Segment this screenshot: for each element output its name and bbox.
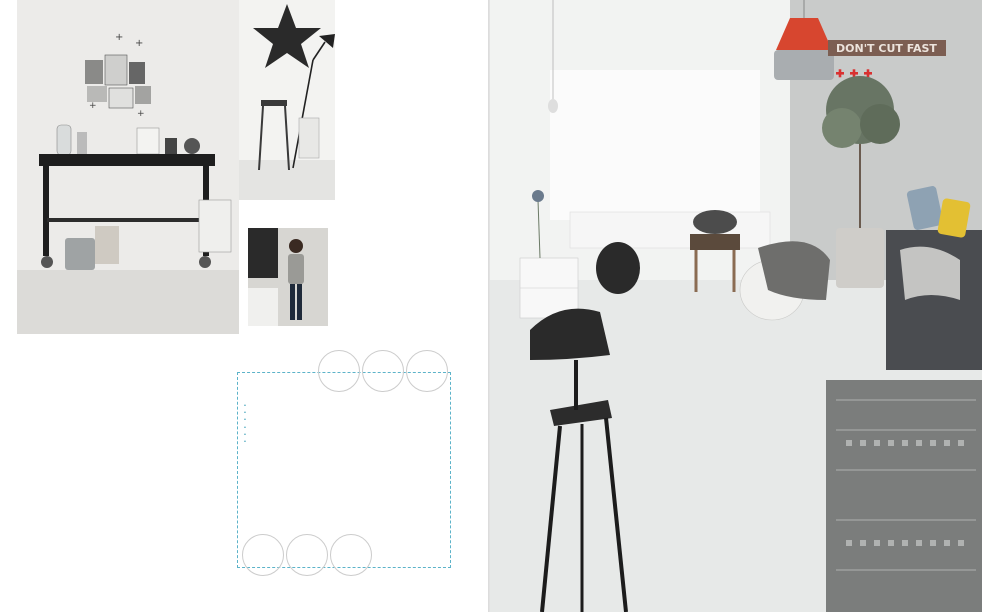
woman-illustration: [248, 228, 328, 326]
box-bullet: •: [244, 403, 246, 409]
box-bullet: •: [244, 439, 246, 446]
svg-text:+: +: [135, 38, 144, 49]
box-bullet: •: [244, 431, 246, 438]
star-lamp-illustration: [239, 0, 335, 200]
photo-star-lamp: [239, 0, 335, 200]
swatch-lodge-kalk: [242, 534, 284, 576]
svg-text:+: +: [137, 109, 145, 119]
swatch-loft-grafiet: [406, 350, 448, 392]
box-bullet: •: [244, 417, 246, 424]
desk-illustration: [17, 0, 239, 334]
sign-text: DON'T CUT FAST: [836, 42, 937, 55]
box-text: [244, 403, 448, 446]
photo-woman-kitchen: [248, 228, 328, 326]
right-page: [490, 0, 982, 612]
swatch-loft-kiezel: [362, 350, 404, 392]
quote-backdrop: [630, 470, 826, 540]
svg-text:+: +: [89, 101, 97, 111]
svg-text:+: +: [115, 32, 124, 43]
box-bullet: •: [244, 410, 246, 417]
swatch-lodge-kiel: [286, 534, 328, 576]
left-page: [0, 0, 490, 612]
swatch-lodge-leem: [330, 534, 372, 576]
tips-block: [338, 228, 456, 234]
box-bullet: •: [244, 424, 246, 431]
swatch-loft-krijt: [318, 350, 360, 392]
photo-desk-moodboard: [17, 0, 239, 334]
